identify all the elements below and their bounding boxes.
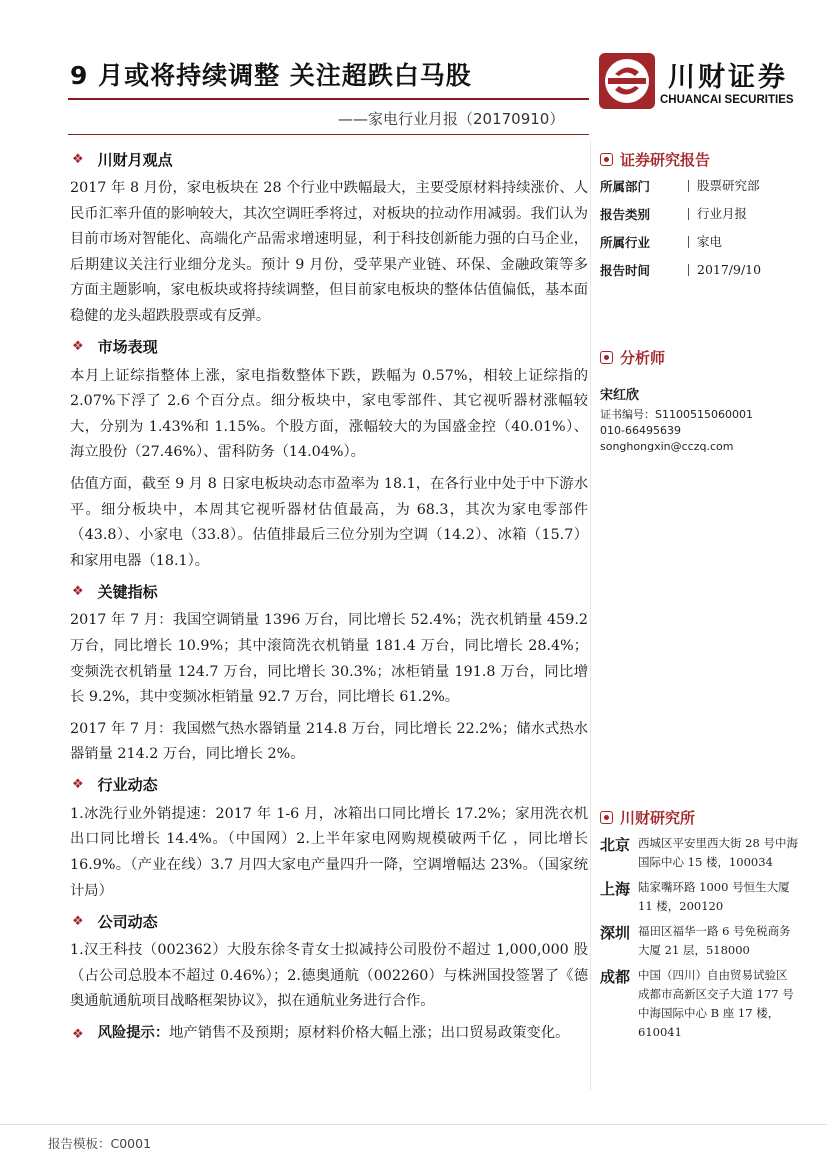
analyst-name: 宋红欣 (600, 388, 640, 403)
section-heading-text: 关键指标 (97, 582, 158, 601)
diamond-bullet-icon: ❖ (72, 777, 84, 793)
paragraph: 2017 年 8 月份，家电板块在 28 个行业中跌幅最大，主要受原材料持续涨价、人民币汇率升值的影响较大，其次空调旺季将过，对板块的拉动作用减弱。我们认为目前市场对智能化、高端化产品需求增速明显，利于科技创新能力强的白马企业，后期建议关注行业细分龙头。预计 9 月份，受苹果产业链、环保、金融政策等多方面主题影响，家电板块或将持续调整，但目前家电板块的整体估值偏低，基本面稳健的龙头超跌股票或有反弹。 (70, 180, 588, 324)
paragraph: 估值方面，截至 9 月 8 日家电板块动态市盈率为 18.1，在各行业中处于中下游水平。细分板块中，本周其它视听器材估值最高，为 68.3，其次为家电零部件（43.8）、小家电（33.8）。估值排最后三位分别为空调（14.2）、冰箱（15.7）和家用电器（18.1）。 (70, 475, 588, 569)
column-divider (590, 140, 591, 1090)
office-address: 福田区福华一路 6 号免税商务大厦 21 层，518000 (638, 924, 791, 957)
report-title: 9 月或将持续调整 关注超跌白马股 (70, 61, 472, 90)
square-bullet-icon (600, 153, 613, 166)
meta-value: 股票研究部 (688, 180, 760, 192)
meta-label: 报告类别 (600, 207, 651, 222)
chuancai-logo-icon (598, 52, 656, 110)
sidebar-analyst (600, 346, 800, 455)
title-rule (68, 98, 589, 100)
paragraph: 2017 年 7 月：我国燃气热水器销量 214.8 万台，同比增长 22.2%；储水式热水器销量 214.2 万台，同比增长 2%。 (70, 720, 588, 763)
analyst-phone: 010-66495639 (600, 424, 681, 437)
paragraph: 1.汉王科技（002362）大股东徐冬青女士拟减持公司股份不超过 1,000,000 股（占公司总股本不超过 0.46%）；2.德奥通航（002260）与株洲国投签署了《德奥通航通航项目战略框架协议》，拟在通航业务进行合作。 (70, 942, 588, 1010)
footer-rule (0, 1124, 827, 1125)
section-heading (70, 774, 588, 796)
meta-value: 2017/9/10 (688, 264, 761, 276)
analyst-email: songhongxin@cczq.com (600, 440, 734, 453)
section-heading (70, 336, 588, 358)
diamond-bullet-icon: ❖ (72, 913, 84, 929)
sidebar-report-info (600, 148, 800, 282)
office-address: 中国（四川）自由贸易试验区成都市高新区交子大道 177 号中海国际中心 B 座 17 楼，610041 (638, 968, 794, 1039)
section-view (70, 148, 588, 330)
section-heading-text: 行业动态 (97, 776, 158, 795)
paragraph: 1.冰洗行业外销提速：2017 年 1-6 月，冰箱出口同比增长 17.2%；家用洗衣机出口同比增长 14.4%。（中国网）2.上半年家电网购规模破两千亿 ，同比增长 16.9%。（产业在线）3.7 月四大家电产量四升一降，空调增幅达 23%。（国家统计局） (70, 805, 588, 899)
diamond-bullet-icon: ❖ (72, 1027, 84, 1043)
section-company (70, 910, 588, 1015)
diamond-bullet-icon: ❖ (72, 151, 84, 167)
meta-row (600, 258, 800, 282)
section-heading (70, 148, 588, 170)
meta-row (600, 202, 800, 226)
office-address: 西城区平安里西大街 28 号中海国际中心 15 楼，100034 (638, 836, 798, 869)
brand-name-en: CHUANCAI SECURITIES (660, 94, 794, 106)
analyst-cert: 证书编号：S1100515060001 (600, 408, 753, 421)
sidebar-heading (600, 806, 800, 828)
office-entry (600, 834, 800, 872)
sidebar-institute (600, 806, 800, 1042)
office-entry (600, 966, 800, 1042)
sidebar-heading-text: 川财研究所 (620, 808, 696, 827)
meta-label: 所属行业 (600, 235, 651, 250)
sidebar-heading (600, 346, 800, 368)
meta-row (600, 174, 800, 198)
main-content (70, 148, 588, 1047)
risk-label: 风险提示： (97, 1025, 170, 1042)
paragraph: 本月上证综指整体上涨，家电指数整体下跌，跌幅为 0.57%，相较上证综指的 2.07%下浮了 2.6 个百分点。细分板块中，家电零部件、其它视听器材涨幅较大，分别为 1.43%和 1.15%。个股方面，涨幅较大的为国盛金控（40.01%）、海立股份（27.46%）、雷科防务（14.04%）。 (70, 367, 588, 461)
subtitle-rule (68, 134, 589, 135)
diamond-bullet-icon: ❖ (72, 339, 84, 355)
office-entry (600, 878, 800, 916)
section-heading (70, 580, 588, 602)
square-bullet-icon (600, 811, 613, 824)
office-city: 北京 (600, 836, 631, 854)
diamond-bullet-icon: ❖ (72, 583, 84, 599)
office-address: 陆家嘴环路 1000 号恒生大厦 11 楼，200120 (638, 880, 790, 913)
paragraph: 2017 年 7 月：我国空调销量 1396 万台，同比增长 52.4%；洗衣机销量 459.2 万台，同比增长 10.9%；其中滚筒洗衣机销量 181.4 万台，同比增长 28.4%；变频洗衣机销量 124.7 万台，同比增长 30.3%；冰柜销量 191.8 万台，同比增长 9.2%，其中变频冰柜销量 92.7 万台，同比增长 61.2%。 (70, 612, 588, 706)
footer-template-id: 报告模板：C0001 (48, 1136, 152, 1151)
meta-value: 行业月报 (688, 208, 747, 220)
meta-label: 所属部门 (600, 179, 651, 194)
meta-row (600, 230, 800, 254)
brand-logo (598, 52, 798, 116)
risk-warning (70, 1021, 588, 1047)
sidebar-heading-text: 分析师 (620, 348, 666, 367)
section-heading-text: 公司动态 (97, 912, 158, 931)
section-heading-text: 川财月观点 (97, 150, 173, 169)
section-heading-text: 市场表现 (97, 338, 158, 357)
risk-text: 地产销售不及预期；原材料价格大幅上涨；出口贸易政策变化。 (169, 1025, 570, 1042)
meta-value: 家电 (688, 236, 722, 248)
section-market (70, 336, 588, 575)
office-entry (600, 922, 800, 960)
meta-label: 报告时间 (600, 263, 651, 278)
report-subtitle: ——家电行业月报（20170910） (338, 110, 565, 128)
section-industry (70, 774, 588, 904)
sidebar-heading-text: 证券研究报告 (620, 150, 711, 169)
sidebar-heading (600, 148, 800, 170)
section-heading (70, 910, 588, 932)
brand-name-cn: 川财证券 (668, 62, 788, 93)
office-city: 成都 (600, 968, 631, 986)
square-bullet-icon (600, 351, 613, 364)
office-city: 深圳 (600, 924, 631, 942)
section-indicators (70, 580, 588, 768)
office-city: 上海 (600, 880, 631, 898)
